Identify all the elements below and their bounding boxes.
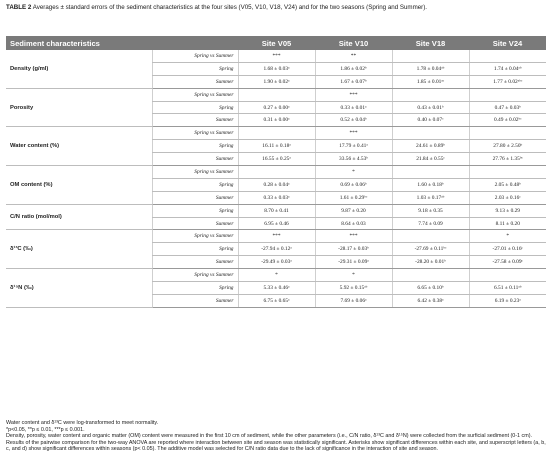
footnote-significance: *p<0.05, **p ≤ 0.01, ***p ≤ 0.001. [6, 426, 85, 433]
comparison-cell: Spring [152, 140, 238, 153]
value-cell: 6.51 ± 0.11ᵃᵇ [469, 282, 546, 295]
value-cell: * [238, 269, 315, 282]
comparison-cell: Spring [152, 204, 238, 217]
value-cell: 1.74 ± 0.04ᵃᵇ [469, 62, 546, 75]
value-cell: 0.27 ± 0.00ᵃ [238, 101, 315, 114]
value-cell [469, 269, 546, 282]
caption-text: Averages ± standard errors of the sediment characteristics at the four sites (V05, V10, V18, V24) and for the two seasons (Spring and Summer). [31, 4, 428, 11]
value-cell [238, 166, 315, 179]
value-cell: -28.17 ± 0.03ᵇ [315, 243, 392, 256]
value-cell: 8.70 ± 0.41 [238, 204, 315, 217]
row-group-label: C/N ratio (mol/mol) [6, 204, 152, 230]
value-cell: 9.13 ± 0.29 [469, 204, 546, 217]
value-cell: *** [315, 88, 392, 101]
value-cell: 27.76 ± 1.35ᵇᶜ [469, 153, 546, 166]
value-cell: 9.87 ± 0.20 [315, 204, 392, 217]
value-cell: 17.79 ± 0.41ᵃ [315, 140, 392, 153]
value-cell: ** [315, 50, 392, 62]
value-cell: 1.03 ± 0.17ᵃᵇ [392, 191, 469, 204]
value-cell: 1.85 ± 0.01ᵃᶜ [392, 75, 469, 88]
header-site-v05: Site V05 [238, 36, 315, 50]
value-cell: * [315, 166, 392, 179]
comparison-cell: Spring [152, 62, 238, 75]
value-cell: 7.69 ± 0.06ᵃ [315, 294, 392, 307]
row-group-label: δ¹³C (‰) [6, 230, 152, 269]
comparison-cell: Spring [152, 178, 238, 191]
value-cell [392, 230, 469, 243]
header-site-v18: Site V18 [392, 36, 469, 50]
value-cell [392, 88, 469, 101]
value-cell: * [315, 269, 392, 282]
value-cell: 16.55 ± 0.25ᵃ [238, 153, 315, 166]
value-cell: 1.60 ± 0.18ᵇ [392, 178, 469, 191]
comparison-cell: Spring [152, 101, 238, 114]
row-group-label: Water content (%) [6, 127, 152, 166]
value-cell: 0.33 ± 0.03ᵃ [238, 191, 315, 204]
comparison-cell: Spring vs Summer [152, 88, 238, 101]
value-cell: 6.65 ± 0.10ᵇ [392, 282, 469, 295]
header-site-v24: Site V24 [469, 36, 546, 50]
value-cell [469, 88, 546, 101]
header-site-v10: Site V10 [315, 36, 392, 50]
row-group-label: Porosity [6, 88, 152, 127]
value-cell: 1.77 ± 0.02ᵃᵇᶜ [469, 75, 546, 88]
table-row [6, 127, 546, 140]
table-header [6, 36, 546, 50]
comparison-cell: Spring vs Summer [152, 127, 238, 140]
comparison-cell: Summer [152, 75, 238, 88]
comparison-cell: Summer [152, 217, 238, 230]
value-cell: *** [315, 127, 392, 140]
value-cell: 0.28 ± 0.04ᵃ [238, 178, 315, 191]
value-cell: 16.11 ± 0.18ᵃ [238, 140, 315, 153]
value-cell: -27.69 ± 0.11ᵇᶜ [392, 243, 469, 256]
value-cell: 1.68 ± 0.03ᵃ [238, 62, 315, 75]
comparison-cell: Summer [152, 114, 238, 127]
table-footnotes [6, 420, 546, 453]
value-cell: 33.56 ± 4.53ᵇ [315, 153, 392, 166]
value-cell: 0.52 ± 0.04ᵇ [315, 114, 392, 127]
value-cell: 21.84 ± 0.55ᶜ [392, 153, 469, 166]
value-cell: 0.33 ± 0.01ᵃ [315, 101, 392, 114]
value-cell: 9.18 ± 0.35 [392, 204, 469, 217]
value-cell [469, 127, 546, 140]
comparison-cell: Summer [152, 256, 238, 269]
table-row [6, 230, 546, 243]
table-row [6, 204, 546, 217]
comparison-cell: Spring vs Summer [152, 230, 238, 243]
value-cell [392, 269, 469, 282]
value-cell: -29.49 ± 0.03ᵃ [238, 256, 315, 269]
row-group-label: Density (g/ml) [6, 50, 152, 88]
table-label: TABLE 2 [6, 4, 32, 11]
value-cell: 8.64 ± 0.03 [315, 217, 392, 230]
table-row [6, 88, 546, 101]
comparison-cell: Spring [152, 243, 238, 256]
value-cell: -28.20 ± 0.01ᵇ [392, 256, 469, 269]
value-cell: -27.58 ± 0.09ᶜ [469, 256, 546, 269]
value-cell: 1.86 ± 0.02ᵇ [315, 62, 392, 75]
value-cell: * [469, 230, 546, 243]
comparison-cell: Summer [152, 294, 238, 307]
value-cell: 1.61 ± 0.29ᵇᶜ [315, 191, 392, 204]
header-sediment-characteristics: Sediment characteristics [6, 36, 152, 50]
comparison-cell: Spring vs Summer [152, 50, 238, 62]
value-cell: 6.95 ± 0.46 [238, 217, 315, 230]
table-caption [6, 4, 546, 12]
value-cell: 2.03 ± 0.16ᶜ [469, 191, 546, 204]
header-row [6, 36, 546, 50]
footnote-transform: Water content and δ¹³C were log-transformed to meet normality. [6, 420, 159, 426]
value-cell: 0.31 ± 0.00ᵃ [238, 114, 315, 127]
value-cell: -27.94 ± 0.12ᵃ [238, 243, 315, 256]
value-cell: 7.74 ± 0.09 [392, 217, 469, 230]
comparison-cell: Summer [152, 153, 238, 166]
table-body [6, 50, 546, 307]
value-cell: 5.33 ± 0.46ᵃ [238, 282, 315, 295]
comparison-cell: Spring vs Summer [152, 269, 238, 282]
sediment-table [6, 36, 546, 308]
table-row [6, 50, 546, 62]
value-cell: 6.42 ± 0.38ᵃ [392, 294, 469, 307]
value-cell: 1.67 ± 0.07ᵇ [315, 75, 392, 88]
value-cell [469, 166, 546, 179]
table-row [6, 269, 546, 282]
value-cell: *** [315, 230, 392, 243]
row-group-label: OM content (%) [6, 166, 152, 205]
value-cell [392, 50, 469, 62]
table-row [6, 166, 546, 179]
value-cell: 0.49 ± 0.02ᵇᶜ [469, 114, 546, 127]
header-comparison [152, 36, 238, 50]
value-cell: 0.40 ± 0.07ᶜ [392, 114, 469, 127]
value-cell [238, 127, 315, 140]
row-group-label: δ¹⁵N (‰) [6, 269, 152, 308]
value-cell: 8.11 ± 0.20 [469, 217, 546, 230]
value-cell: 0.47 ± 0.03ᵇ [469, 101, 546, 114]
value-cell: -27.01 ± 0.16ᶜ [469, 243, 546, 256]
value-cell: 2.05 ± 0.48ᵇ [469, 178, 546, 191]
value-cell: 1.78 ± 0.04ᵃᵇ [392, 62, 469, 75]
value-cell: 27.80 ± 2.50ᵇ [469, 140, 546, 153]
value-cell: 24.61 ± 0.89ᵇ [392, 140, 469, 153]
comparison-cell: Spring [152, 282, 238, 295]
value-cell: 0.69 ± 0.06ᵇ [315, 178, 392, 191]
value-cell [392, 127, 469, 140]
comparison-cell: Spring vs Summer [152, 166, 238, 179]
value-cell: *** [238, 50, 315, 62]
value-cell: 6.19 ± 0.23ᵃ [469, 294, 546, 307]
footnote-methods: Density, porosity, water content and organic matter (OM) content were measured in the first 10 cm of sediment, while the other parameters (i.e., C/N ratio, δ¹³C and δ¹⁵N) were collected from the surficial sediment (0-1 cm). Results of the pairwise comparison for the two-way ANOVA are reported where interaction between site and season was statistically significant. Asterisks show significant differences within each site, and superscript letters (a, b, c, and d) show significant differences within seasons (p< 0.05). The additive model was selected for C/N ratio data due to the lack of significance in the interaction of site and season. [6, 433, 546, 453]
value-cell: 6.75 ± 0.65ᵃ [238, 294, 315, 307]
value-cell: -29.31 ± 0.09ᵃ [315, 256, 392, 269]
value-cell: 0.43 ± 0.01ᵇ [392, 101, 469, 114]
value-cell [392, 166, 469, 179]
value-cell: *** [238, 230, 315, 243]
value-cell: 1.90 ± 0.02ᵃ [238, 75, 315, 88]
value-cell [238, 88, 315, 101]
value-cell [469, 50, 546, 62]
comparison-cell: Summer [152, 191, 238, 204]
value-cell: 5.92 ± 0.15ᵃᵇ [315, 282, 392, 295]
